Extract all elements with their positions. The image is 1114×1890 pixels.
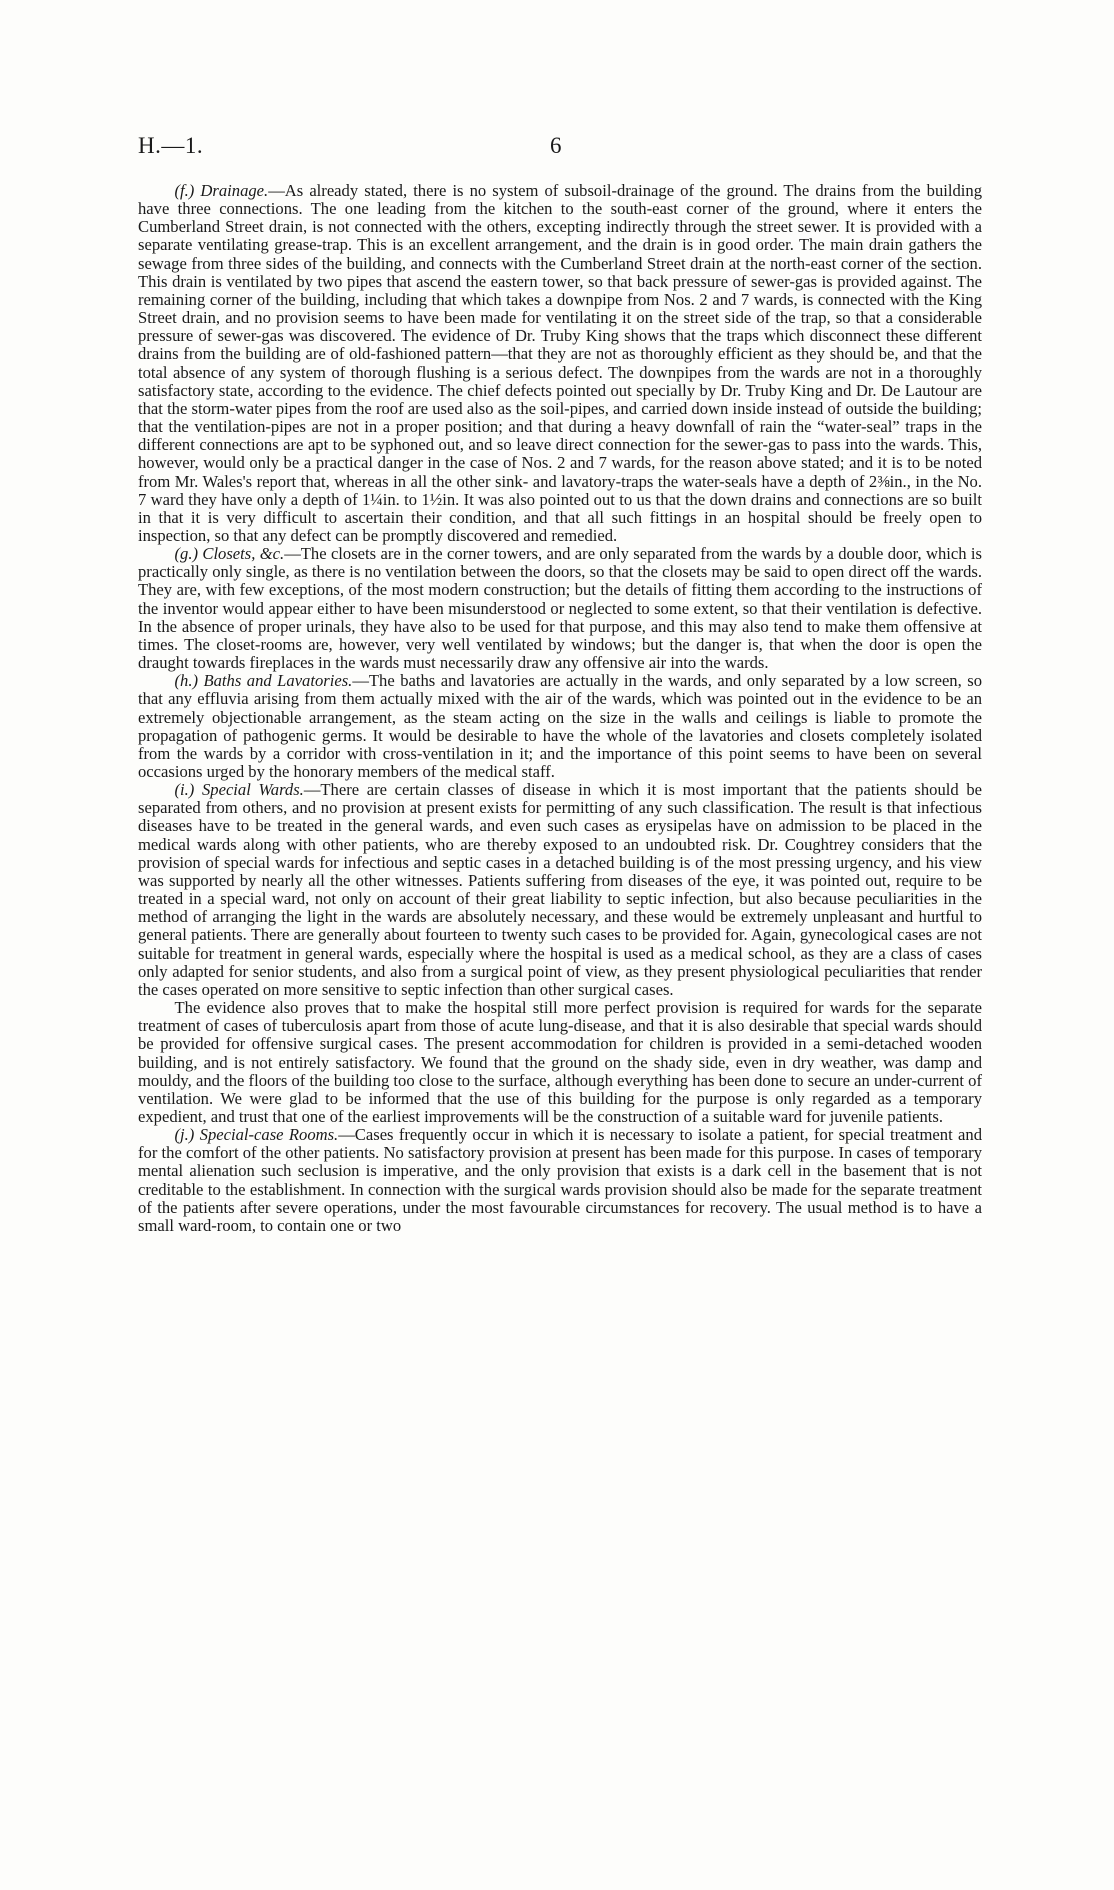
- page-number: 6: [550, 133, 562, 158]
- paragraph-evidence: [138, 999, 982, 1126]
- paragraph-text: —The baths and lavatories are actually in the wards, and only separated by a low screen, so that any effluvia arising from them actually mixed with the air of the wards, which was pointed out in the evidence to be an extremely objectionable arrangement, as the steam acting on the size in the walls and ceilings is liable to promote the propagation of pathogenic germs. It would be desirable to have the whole of the lavatories and closets completely isolated from the wards by a corridor with cross-ventilation in it; and the importance of this point seems to have been on several occasions urged by the honorary members of the medical staff.: [138, 671, 982, 781]
- paragraph-drainage: [138, 182, 982, 545]
- paragraph-text: —There are certain classes of disease in which it is most important that the patients should be separated from others, and no provision at present exists for permitting of any such classification. The result is that infectious diseases have to be treated in the general wards, and even such cases as erysipelas have on admission to be placed in the medical wards along with other patients, who are thereby exposed to an undoubted risk. Dr. Coughtrey considers that the provision of special wards for infectious and septic cases in a detached building is of the most pressing urgency, and his view was supported by nearly all the other witnesses. Patients suffering from diseases of the eye, it was pointed out, require to be treated in a special ward, not only on account of their great liability to septic infection, but also because peculiarities in the method of arranging the light in the wards are absolutely necessary, and these would be extremely unpleasant and hurtful to general patients. There are generally about fourteen to twenty such cases to be provided for. Again, gynecological cases are not suitable for treatment in general wards, especially where the hospital is used as a medical school, as they are a class of cases only adapted for senior students, and also from a surgical point of view, as they present physiological peculiarities that render the cases operated on more sensitive to septic infection than other surgical cases.: [138, 780, 982, 999]
- section-heading: (j.) Special-case Rooms.: [174, 1125, 339, 1145]
- paragraph-text: —As already stated, there is no system of subsoil-drainage of the ground. The drains from the building have three connections. The one leading from the kitchen to the south-east corner of the ground, where it enters the Cumberland Street drain, is not connected with the others, excepting indirectly through the street sewer. It is provided with a separate ventilating grease-trap. This is an excellent arrangement, and the drain is in good order. The main drain gathers the sewage from three sides of the building, and connects with the Cumberland Street drain at the north-east corner of the section. This drain is ventilated by two pipes that ascend the eastern tower, so that back pressure of sewer-gas is provided against. The remaining corner of the building, including that which takes a downpipe from Nos. 2 and 7 wards, is connected with the King Street drain, and no provision seems to have been made for ventilating it on the street side of the trap, so that a considerable pressure of sewer-gas was discovered. The evidence of Dr. Truby King shows that the traps which disconnect these different drains from the building are of old-fashioned pattern—that they are not as thoroughly efficient as they should be, and that the total absence of any system of thorough flushing is a serious defect. The downpipes from the wards are not in a thoroughly satisfactory state, according to the evidence. The chief defects pointed out specially by Dr. Truby King and Dr. De Lautour are that the storm-water pipes from the roof are used also as the soil-pipes, and carried down inside instead of outside the building; that the ventilation-pipes are not in a proper position; and that during a heavy downfall of rain the “water-seal” traps in the different connections are apt to be syphoned out, and so leave direct connection for the sewer-gas to pass into the wards. This, however, would only be a practical danger in the case of Nos. 2 and 7 wards, for the reason above stated; and it is to be noted from Mr. Wales's report that, whereas in all the other sink- and lavatory-traps the water-seals have a depth of 2⅜in., in the No. 7 ward they have only a depth of 1¼in. to 1½in. It was also pointed out to us that the down drains and connections are so built in that it is very difficult to ascertain their condition, and that all such fittings in an hospital should be freely open to inspection, so that any defect can be promptly discovered and remedied.: [138, 181, 983, 545]
- paragraph-baths-lavatories: [138, 672, 982, 781]
- paragraph-text: —Cases frequently occur in which it is necessary to isolate a patient, for special treatment and for the comfort of the other patients. No satisfactory provision at present has been made for this purpose. In cases of temporary mental alienation such seclusion is imperative, and the only provision that exists is a dark cell in the basement that is not creditable to the establishment. In connection with the surgical wards provision should also be made for the separate treatment of the patients after severe operations, under the most favourable circumstances for recovery. The usual method is to have a small ward-room, to contain one or two: [138, 1125, 982, 1235]
- paragraph-special-wards: [138, 781, 982, 999]
- section-heading: (g.) Closets, &c.: [174, 544, 285, 564]
- paragraph-special-case-rooms: [138, 1126, 982, 1235]
- paragraph-closets: [138, 545, 982, 672]
- paragraph-text: —The closets are in the corner towers, and are only separated from the wards by a double door, which is practically only single, as there is no ventilation between the doors, so that the closets may be said to open direct off the wards. They are, with few exceptions, of the most modern construction; but the details of fitting them according to the instructions of the inventor would appear either to have been misunderstood or neglected to some extent, so that their ventilation is defective. In the absence of proper urinals, they have also to be used for that purpose, and this may also tend to make them offensive at times. The closet-rooms are, however, very well ventilated by windows; but the danger is, that when the door is open the draught towards fireplaces in the wards must necessarily draw any offensive air into the wards.: [138, 544, 982, 673]
- section-heading: (f.) Drainage.: [174, 181, 269, 200]
- body-text: [138, 182, 982, 1235]
- section-heading: (h.) Baths and Lavatories.: [174, 671, 353, 691]
- paragraph-text: The evidence also proves that to make the hospital still more perfect provision is required for wards for the separate treatment of cases of tuberculosis apart from those of acute lung-disease, and that it is also desirable that special wards should be provided for offensive surgical cases. The present accommodation for children is provided in a semi-detached wooden building, and is not entirely satisfactory. We found that the ground on the shady side, even in dry weather, was damp and mouldy, and the floors of the building too close to the surface, although everything has been done to secure an under-current of ventilation. We were glad to be informed that the use of this building for the purpose is only regarded as a temporary expedient, and trust that one of the earliest improvements will be the construction of a suitable ward for juvenile patients.: [138, 998, 982, 1126]
- section-heading: (i.) Special Wards.: [174, 780, 304, 800]
- document-reference: H.—1.: [138, 133, 204, 158]
